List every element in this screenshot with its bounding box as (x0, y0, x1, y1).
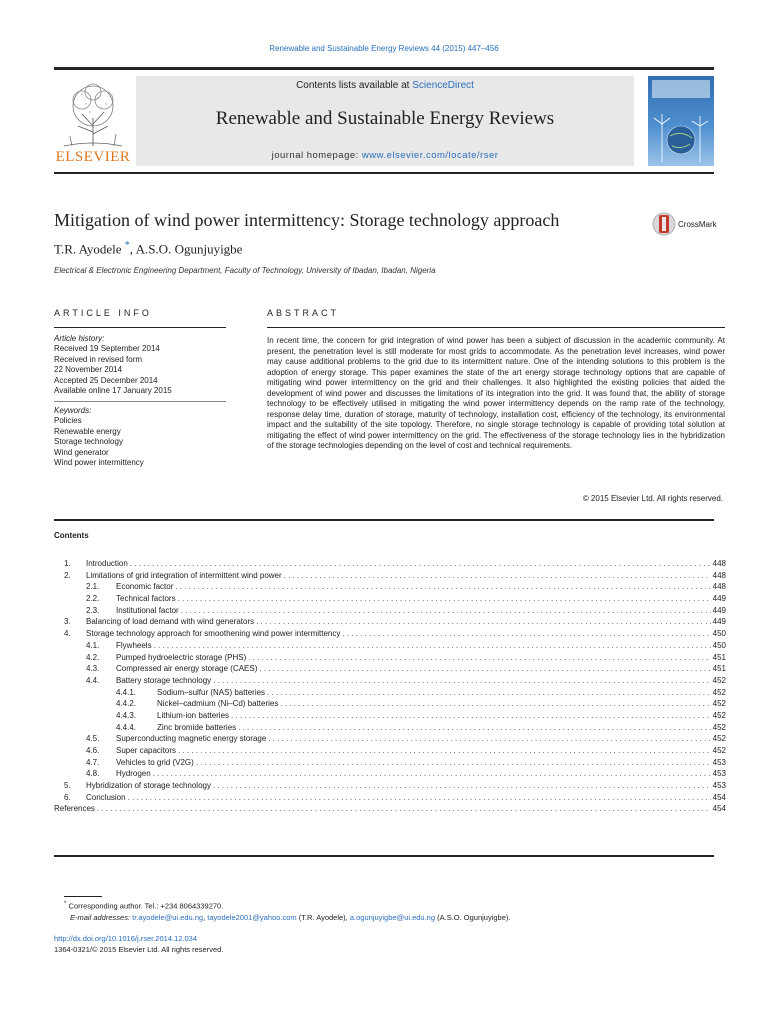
toc-leader-dots (280, 698, 710, 710)
journal-homepage (136, 150, 634, 161)
toc-leader-dots (238, 722, 710, 734)
journal-cover-image (648, 76, 714, 166)
toc-entry[interactable] (54, 803, 726, 815)
doi-link[interactable]: http://dx.doi.org/10.1016/j.rser.2014.12.034 (54, 934, 198, 943)
toc-number: 2.1. (86, 582, 100, 592)
toc-number: 4.4. (86, 675, 100, 685)
toc-title[interactable]: Storage technology approach for smoothening wind power intermittency (86, 629, 341, 639)
history-item: Received 19 September 2014 (54, 344, 160, 354)
toc-page-number: 452 (712, 675, 726, 685)
abstract-text: In recent time, the concern for grid integration of wind power has been a subject of discussion in the academic community. At present, the penetration level is still moderate for most grids to accommodate. As the penetration level increases, wind power may cause additional problems to the grid due to its intermittent nature. One of the intending solutions to this problem is the adoption of energy storage. This paper examines the state of the art energy storage technology options that are capable of mitigating wind power intermittency on the grid and their challenges. It also highlighted the existing policies that aided the development of wind power and discusses the limitations of its integration into the grid. It was found that, the ability of storage technology to be effectively utilised in mitigating the wind power intermittency depends on the ramp rate of the technology, response delay time, duration of storage, maturity of technology, installation cost, efficiency of the technology, its environmental impact and the suitability of the site topology. Therefore, no single storage technology is capable of providing total solution at mitigating the effect of wind power intermittency on the grid. The effectiveness of the storage technology lies in the hybridization of the storage technologies depending on the level of cost and technical requirements. (267, 336, 725, 450)
toc-number: 4.4.1. (116, 687, 137, 697)
toc-title[interactable]: Hybridization of storage technology (86, 781, 211, 791)
toc-page-number: 453 (712, 769, 726, 779)
keyword-item: Policies (54, 416, 82, 426)
toc-leader-dots (213, 675, 710, 687)
sciencedirect-link[interactable]: ScienceDirect (412, 80, 474, 91)
journal-citation: Renewable and Sustainable Energy Reviews 44 (2015) 447–456 (269, 44, 499, 53)
toc-number: 4.4.4. (116, 722, 137, 732)
toc-leader-dots (153, 768, 711, 780)
email-link-3[interactable]: a.ogunjuyigbe@ui.edu.ng (349, 912, 436, 922)
toc-leader-dots (267, 687, 711, 699)
contents-bottom-rule (54, 855, 714, 857)
history-item: Available online 17 January 2015 (54, 386, 172, 396)
toc-leader-dots (284, 570, 711, 582)
corresponding-text: Corresponding author. Tel.: +234 8064339270. (66, 901, 224, 911)
toc-entry[interactable] (54, 605, 726, 617)
toc-page-number: 452 (712, 687, 726, 697)
toc-page-number: 449 (712, 594, 726, 604)
keyword-item: Storage technology (54, 437, 123, 447)
toc-entry[interactable] (54, 675, 726, 687)
toc-title[interactable]: Hydrogen (116, 769, 151, 779)
toc-number: 4.6. (86, 746, 100, 755)
toc-page-number: 452 (712, 699, 726, 709)
homepage-link[interactable]: www.elsevier.com/locate/rser (361, 150, 499, 161)
toc-entry[interactable] (54, 698, 726, 710)
contents-heading: Contents (54, 531, 89, 540)
article-title: Mitigation of wind power intermittency: Storage technology approach (54, 210, 560, 230)
toc-page-number: 451 (712, 652, 726, 662)
top-rule (54, 67, 714, 70)
toc-title[interactable]: Lithium-ion batteries (157, 710, 230, 720)
abstract-rule (267, 327, 725, 328)
issn-copyright: 1364-0321/© 2015 Elsevier Ltd. All rights reserved. (54, 945, 224, 954)
toc-page-number: 452 (712, 734, 726, 744)
toc-title[interactable]: Limitations of grid integration of intermittent wind power (86, 570, 282, 580)
toc-leader-dots (97, 803, 711, 815)
toc-page-number: 454 (712, 792, 726, 802)
keyword-item: Renewable energy (54, 426, 121, 436)
doi-block (54, 933, 223, 955)
toc-number: 6. (64, 792, 71, 802)
toc-title[interactable]: Vehicles to grid (V2G) (116, 757, 194, 767)
toc-title[interactable]: Battery storage technology (116, 675, 212, 685)
toc-number: 4.2. (86, 652, 100, 662)
toc-page-number: 448 (712, 559, 726, 568)
toc-title[interactable]: Nickel–cadmium (Ni–Cd) batteries (157, 699, 279, 709)
toc-entry[interactable] (54, 616, 726, 628)
author-ogunjuyigbe[interactable]: , A.S.O. Ogunjuyigbe (129, 241, 243, 257)
toc-title[interactable]: Economic factor (116, 582, 174, 592)
history-item: Received in revised form (54, 354, 143, 364)
toc-entry[interactable] (54, 710, 726, 722)
toc-page-number: 448 (712, 570, 726, 580)
toc-page-number: 449 (712, 605, 726, 615)
footnote (64, 898, 510, 923)
toc-title[interactable]: Institutional factor (116, 605, 179, 615)
toc-page-number: 448 (712, 582, 726, 592)
publisher-name: ELSEVIER (55, 149, 131, 165)
crossmark-label: CrossMark (678, 220, 717, 229)
toc-title[interactable]: Compressed air energy storage (CAES) (116, 664, 258, 674)
homepage-prefix: journal homepage: (271, 150, 362, 161)
toc-page-number: 449 (712, 617, 726, 627)
email-separator: , (203, 912, 208, 922)
email-owner-1: (T.R. Ayodele), (296, 912, 350, 922)
corresponding-author-note (64, 898, 510, 912)
keyword-item: Wind power intermittency (54, 458, 144, 468)
toc-title[interactable]: Super capacitors (116, 746, 177, 755)
keyword-item: Wind generator (54, 447, 109, 457)
contents-rule (54, 519, 714, 521)
crossmark-icon (652, 209, 676, 239)
toc-page-number: 454 (712, 804, 726, 814)
email-link-2[interactable]: tayodele2001@yahoo.com (207, 912, 297, 922)
toc-page-number: 452 (712, 746, 726, 755)
toc-leader-dots (213, 780, 711, 792)
toc-entry[interactable] (54, 570, 726, 582)
footnote-rule (64, 896, 102, 897)
toc-leader-dots (231, 710, 711, 722)
toc-page-number: 452 (712, 722, 726, 732)
toc-title[interactable]: Technical factors (116, 594, 176, 604)
toc-entry[interactable] (54, 640, 726, 652)
toc-leader-dots (154, 640, 711, 652)
contents-prefix: Contents lists available at (296, 80, 413, 91)
article-history (54, 334, 254, 396)
toc-number: 4. (64, 629, 71, 639)
toc-title[interactable]: Superconducting magnetic energy storage (116, 734, 267, 744)
toc-number: 4.5. (86, 734, 100, 744)
toc-leader-dots (259, 663, 710, 675)
toc-leader-dots (128, 792, 711, 804)
toc-leader-dots (342, 628, 710, 640)
history-item: 22 November 2014 (54, 365, 123, 375)
author-ayodele[interactable]: T.R. Ayodele (54, 241, 125, 257)
toc-entry[interactable] (54, 628, 726, 640)
author-list (54, 240, 242, 257)
journal-title: Renewable and Sustainable Energy Reviews (215, 108, 555, 129)
contents-available (136, 80, 634, 91)
affiliation: Electrical & Electronic Engineering Department, Faculty of Technology, University of Ibadan, Ibadan, Nigeria (54, 266, 436, 275)
email-label: E-mail addresses: (70, 912, 133, 922)
toc-number: 4.7. (86, 757, 100, 767)
keywords-block (54, 406, 254, 468)
toc-number: 4.3. (86, 664, 100, 674)
cover-art-icon (648, 76, 714, 166)
keywords-label: Keywords: (54, 406, 92, 415)
article-info-rule (54, 327, 226, 328)
toc-title[interactable]: Conclusion (86, 792, 126, 802)
toc-entry[interactable] (54, 581, 726, 593)
toc-entry[interactable] (54, 687, 726, 699)
toc-number: 2. (64, 570, 71, 580)
toc-number: 5. (64, 781, 71, 791)
toc-page-number: 451 (712, 664, 726, 674)
history-label: Article history: (54, 334, 105, 343)
toc-page-number: 453 (712, 781, 726, 791)
toc-title[interactable]: Pumped hydroelectric storage (PHS) (116, 652, 247, 662)
toc-entry[interactable] (54, 792, 726, 804)
keywords-rule (54, 401, 226, 402)
toc-page-number: 450 (712, 629, 726, 639)
article-info-heading: ARTICLE INFO (54, 308, 152, 318)
toc-entry[interactable] (54, 768, 726, 780)
toc-entry[interactable] (54, 780, 726, 792)
footnote-mark: * (64, 900, 67, 907)
toc-entry[interactable] (54, 722, 726, 734)
toc-entry[interactable] (54, 593, 726, 605)
toc-number: 3. (64, 617, 71, 627)
toc-leader-dots (248, 652, 710, 664)
toc-page-number: 450 (712, 640, 726, 650)
toc-title[interactable]: Zinc bromide batteries (157, 722, 237, 732)
toc-leader-dots (130, 558, 711, 570)
toc-number: 4.1. (86, 640, 100, 650)
toc-title[interactable]: References (54, 804, 95, 814)
toc-title[interactable]: Sodium–sulfur (NAS) batteries (157, 687, 266, 697)
toc-number: 4.8. (86, 769, 100, 779)
toc-leader-dots (181, 605, 711, 617)
email-link-1[interactable]: tr.ayodele@ui.edu.ng (132, 912, 204, 922)
toc-title[interactable]: Balancing of load demand with wind generators (86, 617, 255, 627)
toc-number: 2.2. (86, 594, 100, 604)
toc-number: 4.4.2. (116, 699, 137, 709)
crossmark-badge[interactable] (652, 209, 722, 241)
toc-leader-dots (196, 757, 711, 769)
journal-masthead (136, 76, 634, 166)
toc-page-number: 452 (712, 710, 726, 720)
toc-entry[interactable] (54, 745, 726, 757)
abstract-heading: ABSTRACT (267, 308, 340, 318)
toc-leader-dots (178, 593, 711, 605)
masthead-rule (54, 172, 714, 174)
toc-number: 2.3. (86, 605, 100, 615)
toc-leader-dots (268, 733, 710, 745)
table-of-contents (54, 558, 726, 815)
abstract-copyright: © 2015 Elsevier Ltd. All rights reserved. (582, 494, 723, 503)
toc-entry[interactable] (54, 652, 726, 664)
email-owner-2: (A.S.O. Ogunjuyigbe). (435, 912, 511, 922)
toc-leader-dots (256, 616, 711, 628)
publisher-logo (54, 76, 132, 166)
corresponding-author-mark[interactable]: * (124, 240, 130, 251)
toc-leader-dots (175, 581, 710, 593)
history-item: Accepted 25 December 2014 (54, 375, 158, 385)
toc-number: 1. (64, 559, 71, 568)
toc-leader-dots (178, 745, 711, 757)
toc-entry[interactable] (54, 663, 726, 675)
toc-page-number: 453 (712, 757, 726, 767)
toc-title[interactable]: Flywheels (116, 640, 152, 650)
toc-entry[interactable] (54, 733, 726, 745)
toc-title[interactable]: Introduction (86, 559, 128, 568)
email-addresses (64, 912, 510, 923)
toc-number: 4.4.3. (116, 710, 137, 720)
toc-entry[interactable] (54, 558, 726, 570)
toc-entry[interactable] (54, 757, 726, 769)
